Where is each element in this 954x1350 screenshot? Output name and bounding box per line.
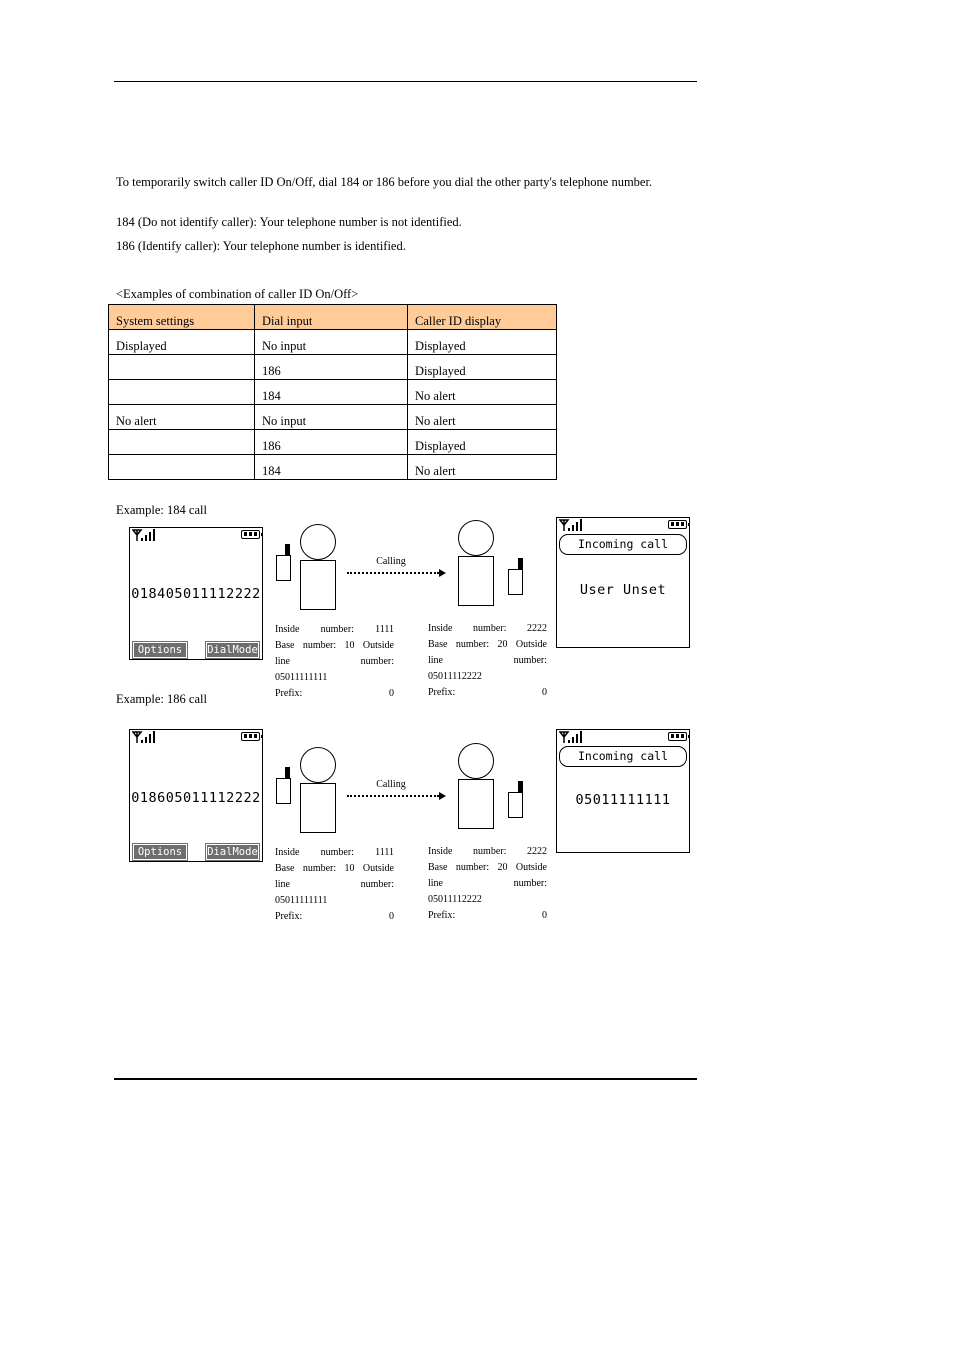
table-cell: 184 — [255, 380, 408, 405]
incoming-call-banner: Incoming call — [559, 534, 687, 555]
callee-outside-number: 05011112222 — [428, 894, 482, 905]
dialed-number: 018605011112222 — [131, 790, 261, 806]
arrow-right-icon — [439, 569, 446, 577]
battery-icon — [668, 732, 687, 741]
handset-antenna-icon — [518, 558, 523, 569]
callee-inside-number: Inside number: 2222 — [428, 846, 547, 857]
caller-inside-number: Inside number: 1111 — [275, 847, 394, 858]
example-186-label: Example: 186 call — [116, 692, 207, 706]
table-caption: <Examples of combination of caller ID On/Off> — [116, 287, 359, 301]
dial-screen-184 — [129, 527, 263, 660]
note-184: 184 (Do not identify caller): Your telephone number is not identified. — [116, 215, 462, 229]
table-row — [109, 455, 557, 480]
table-cell: No alert — [109, 405, 255, 430]
table-row — [109, 405, 557, 430]
table-header-row — [109, 305, 557, 330]
table-cell: Displayed — [408, 355, 557, 380]
calling-arrow-line — [347, 572, 439, 574]
note-186: 186 (Identify caller): Your telephone number is identified. — [116, 239, 406, 253]
calling-arrow-line — [347, 795, 439, 797]
caller-info-184 — [275, 622, 394, 702]
arrow-right-icon — [439, 792, 446, 800]
table-cell: Displayed — [408, 330, 557, 355]
handset-antenna-icon — [518, 781, 523, 792]
handset-icon — [508, 569, 523, 595]
table-cell: No alert — [408, 455, 557, 480]
callee-prefix: Prefix: 0 — [428, 687, 547, 698]
battery-icon — [241, 732, 260, 741]
options-softkey[interactable]: Options — [133, 844, 187, 860]
calling-label: Calling — [376, 556, 406, 567]
caller-outside-number: 05011111111 — [275, 895, 328, 906]
callee-outside-number: 05011112222 — [428, 671, 482, 682]
caller-id-display: User Unset — [579, 582, 667, 598]
table-cell: No input — [255, 330, 408, 355]
handset-antenna-icon — [285, 544, 290, 555]
callee-inside-number: Inside number: 2222 — [428, 623, 547, 634]
table-cell — [109, 380, 255, 405]
handset-antenna-icon — [285, 767, 290, 778]
person-head-icon — [300, 524, 336, 560]
caller-inside-number: Inside number: 1111 — [275, 624, 394, 635]
person-head-icon — [458, 743, 494, 779]
callee-base-number: Base number: 20 Outside — [428, 862, 547, 873]
dialmode-softkey[interactable]: DialMode — [207, 846, 258, 858]
example-184-label: Example: 184 call — [116, 503, 207, 517]
caller-prefix: Prefix: 0 — [275, 688, 394, 699]
table-row — [109, 430, 557, 455]
table-cell — [109, 430, 255, 455]
callee-info-184 — [428, 621, 547, 701]
handset-icon — [276, 778, 291, 804]
person-head-icon — [458, 520, 494, 556]
caller-base-number: Base number: 10 Outside — [275, 640, 394, 651]
caller-id-combination-table — [108, 304, 557, 480]
column-header: Dial input — [255, 305, 408, 330]
table-row — [109, 380, 557, 405]
table-cell: 186 — [255, 430, 408, 455]
callee-line-number-label: line number: — [428, 655, 547, 666]
person-body-icon — [300, 560, 336, 610]
caller-base-number: Base number: 10 Outside — [275, 863, 394, 874]
dial-screen-186 — [129, 729, 263, 862]
person-body-icon — [458, 556, 494, 606]
header-rule — [114, 81, 697, 82]
table-row — [109, 330, 557, 355]
table-cell: No alert — [408, 380, 557, 405]
battery-icon — [241, 530, 260, 539]
callee-info-186 — [428, 844, 547, 924]
incoming-screen-184 — [556, 517, 690, 648]
table-row — [109, 355, 557, 380]
person-body-icon — [300, 783, 336, 833]
caller-outside-number: 05011111111 — [275, 672, 328, 683]
person-body-icon — [458, 779, 494, 829]
signal-strength-icon — [559, 519, 583, 532]
dialmode-softkey[interactable]: DialMode — [207, 644, 258, 656]
table-cell: 184 — [255, 455, 408, 480]
callee-base-number: Base number: 20 Outside — [428, 639, 547, 650]
caller-id-display: 05011111111 — [575, 792, 671, 808]
caller-line-number-label: line number: — [275, 879, 394, 890]
battery-icon — [668, 520, 687, 529]
callee-line-number-label: line number: — [428, 878, 547, 889]
signal-strength-icon — [559, 731, 583, 744]
footer-rule — [114, 1078, 697, 1080]
handset-icon — [276, 555, 291, 581]
table-cell: Displayed — [408, 430, 557, 455]
calling-label: Calling — [376, 779, 406, 790]
column-header: System settings — [109, 305, 255, 330]
table-cell: No alert — [408, 405, 557, 430]
table-cell — [109, 455, 255, 480]
table-cell: Displayed — [109, 330, 255, 355]
caller-line-number-label: line number: — [275, 656, 394, 667]
person-head-icon — [300, 747, 336, 783]
column-header: Caller ID display — [408, 305, 557, 330]
table-cell: 186 — [255, 355, 408, 380]
options-softkey[interactable]: Options — [133, 642, 187, 658]
handset-icon — [508, 792, 523, 818]
caller-prefix: Prefix: 0 — [275, 911, 394, 922]
dialed-number: 018405011112222 — [131, 586, 261, 602]
incoming-call-banner: Incoming call — [559, 746, 687, 767]
incoming-screen-186 — [556, 729, 690, 853]
intro-paragraph: To temporarily switch caller ID On/Off, dial 184 or 186 before you dial the other party's telephone number. — [116, 175, 653, 189]
callee-prefix: Prefix: 0 — [428, 910, 547, 921]
signal-strength-icon — [132, 731, 156, 744]
signal-strength-icon — [132, 529, 156, 542]
table-cell — [109, 355, 255, 380]
caller-info-186 — [275, 845, 394, 925]
table-cell: No input — [255, 405, 408, 430]
